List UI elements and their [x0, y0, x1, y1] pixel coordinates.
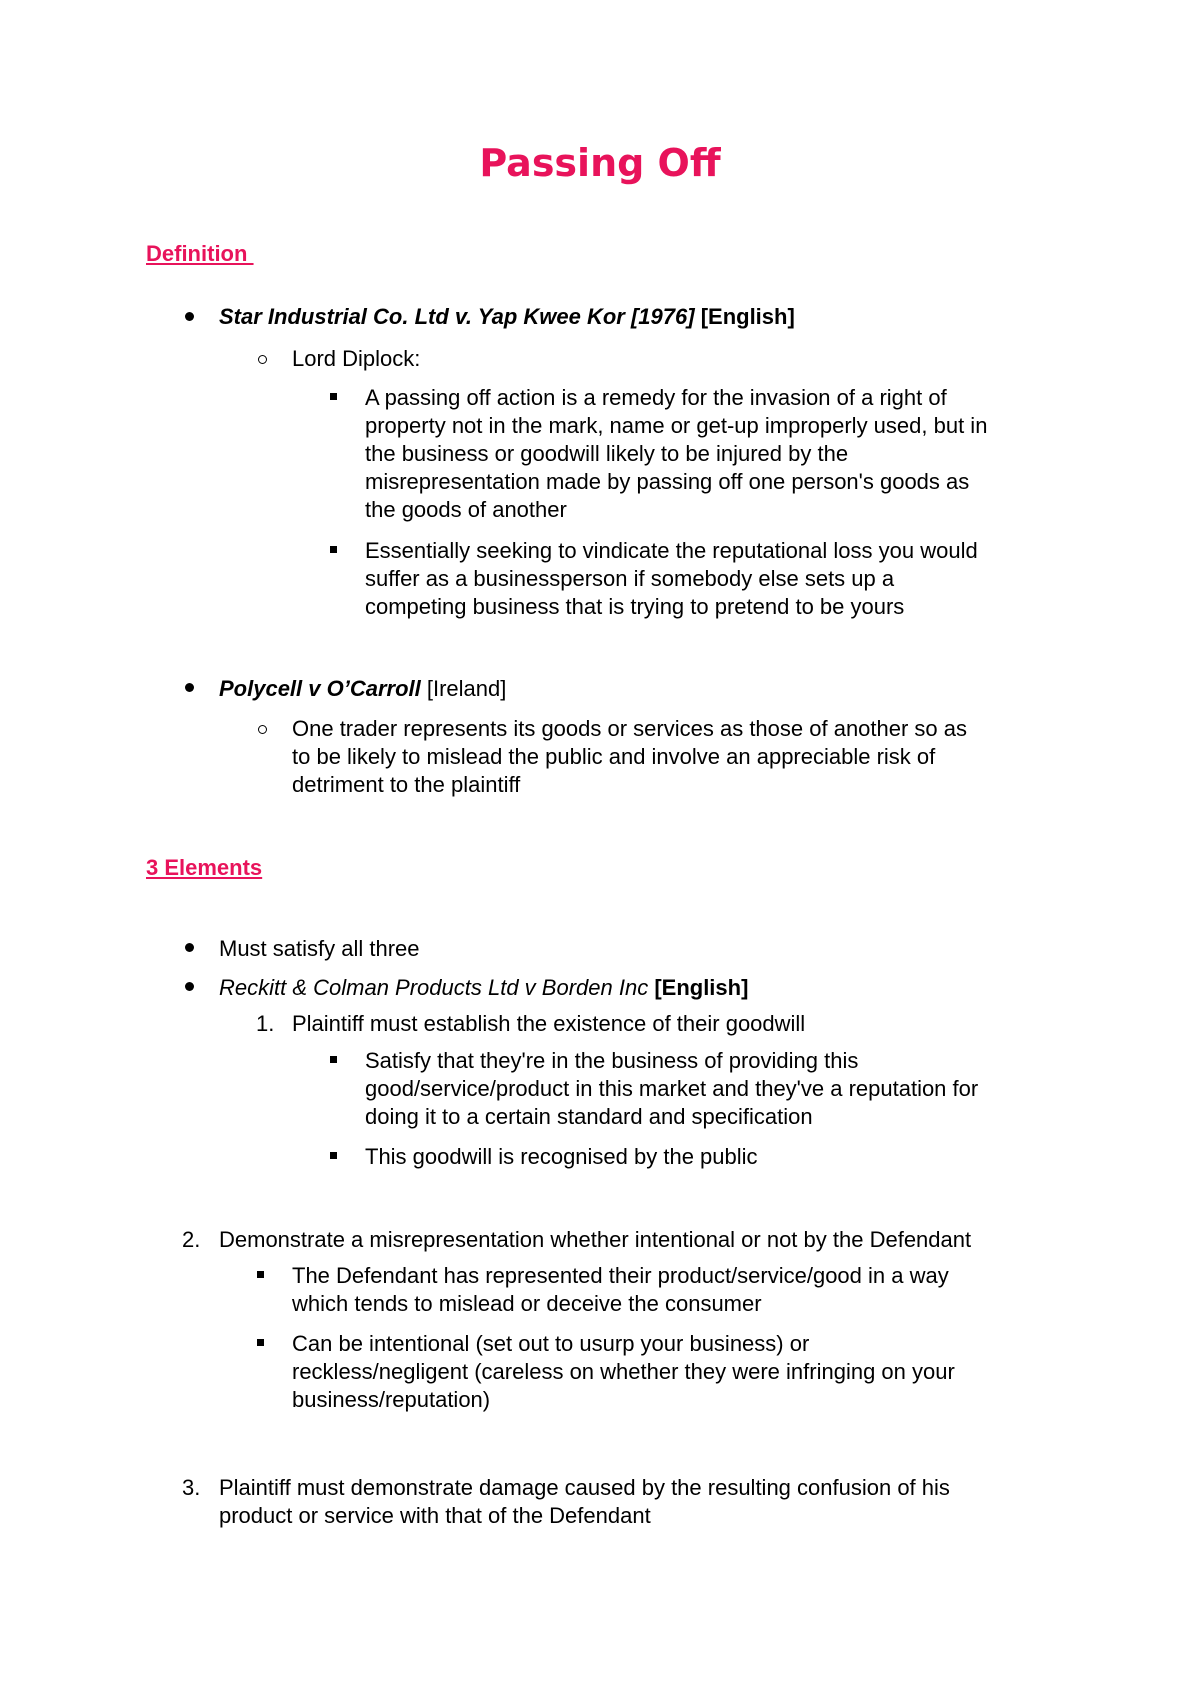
text-line: property not in the mark, name or get-up improperly used, but in [365, 413, 988, 438]
elements-heading: 3 Elements [146, 855, 263, 880]
bullet-disc-icon [185, 683, 194, 692]
element-1-sub-1 [365, 1047, 978, 1131]
definition-quote [365, 384, 987, 524]
text-line: the business or goodwill likely to be injured by the [365, 441, 849, 466]
list-number: 1. [256, 1011, 275, 1036]
element-2-text: Demonstrate a misrepresentation whether intentional or not by the Defendant [219, 1227, 972, 1252]
element-2-sub-2 [292, 1330, 955, 1414]
text-line: misrepresentation made by passing off one person's goods as [365, 469, 970, 494]
bullet-circle-icon [258, 725, 267, 734]
bullet-square-icon [330, 393, 337, 400]
text-line: Can be intentional (set out to usurp your business) or [292, 1331, 810, 1356]
element-3-text [219, 1474, 950, 1530]
text-line: Plaintiff must demonstrate damage caused by the resulting confusion of his [219, 1475, 950, 1500]
element-1-text: Plaintiff must establish the existence of their goodwill [292, 1011, 806, 1036]
text-line: good/service/product in this market and they've a reputation for [365, 1076, 979, 1101]
text-line: reckless/negligent (careless on whether they were infringing on your [292, 1359, 955, 1384]
judge-label: Lord Diplock: [292, 346, 421, 371]
bullet-disc-icon [185, 312, 194, 321]
case-jurisdiction: [Ireland] [420, 676, 507, 701]
bullet-disc-icon [185, 982, 194, 991]
list-number: 3. [182, 1475, 201, 1500]
case-polycell [219, 675, 506, 703]
text-line: the goods of another [365, 497, 567, 522]
case-name: Reckitt & Colman Products Ltd v Borden Inc [219, 975, 649, 1000]
element-2-sub-1 [292, 1262, 949, 1318]
page-title: Passing Off [479, 141, 721, 185]
case-jurisdiction: [English] [694, 304, 795, 329]
text-line: A passing off action is a remedy for the invasion of a right of [365, 385, 947, 410]
text-line: doing it to a certain standard and specification [365, 1104, 813, 1129]
bullet-square-icon [330, 1056, 337, 1063]
case-star-industrial [219, 303, 795, 331]
text-line: product or service with that of the Defendant [219, 1503, 651, 1528]
element-1-sub-2: This goodwill is recognised by the public [365, 1144, 758, 1169]
text-line: One trader represents its goods or services as those of another so as [292, 716, 968, 741]
bullet-square-icon [257, 1339, 264, 1346]
text-line: suffer as a businessperson if somebody else sets up a [365, 566, 895, 591]
definition-heading: Definition [146, 241, 254, 266]
bullet-disc-icon [185, 943, 194, 952]
text-line: Satisfy that they're in the business of providing this [365, 1048, 859, 1073]
text-line: to be likely to mislead the public and involve an appreciable risk of [292, 744, 936, 769]
elements-bullet-all-three: Must satisfy all three [219, 936, 420, 961]
case-name: Polycell v O’Carroll [219, 676, 421, 701]
text-line: which tends to mislead or deceive the consumer [292, 1291, 762, 1316]
bullet-square-icon [330, 1152, 337, 1159]
text-line: business/reputation) [292, 1387, 491, 1412]
bullet-circle-icon [258, 355, 267, 364]
text-line: Essentially seeking to vindicate the reputational loss you would [365, 538, 978, 563]
case-jurisdiction: [English] [648, 975, 749, 1000]
text-line: detriment to the plaintiff [292, 772, 521, 797]
bullet-square-icon [330, 546, 337, 553]
text-line: The Defendant has represented their product/service/good in a way [292, 1263, 949, 1288]
bullet-square-icon [257, 1271, 264, 1278]
list-number: 2. [182, 1227, 201, 1252]
case-name: Star Industrial Co. Ltd v. Yap Kwee Kor [1976] [219, 304, 695, 329]
polycell-point [292, 715, 967, 799]
text-line: competing business that is trying to pretend to be yours [365, 594, 905, 619]
case-reckitt [219, 974, 748, 1002]
definition-explanation [365, 537, 978, 621]
